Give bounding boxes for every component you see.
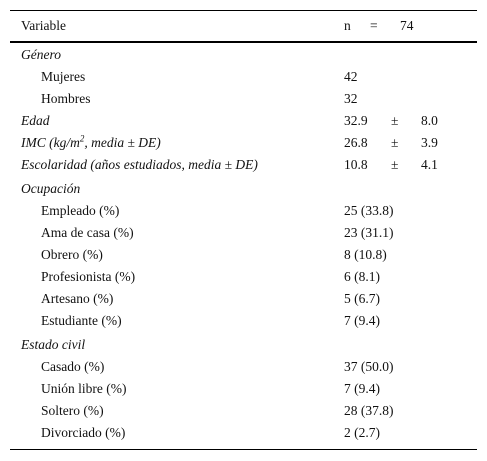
row-label: Estado civil bbox=[21, 337, 86, 352]
header-eq: = bbox=[370, 18, 378, 33]
row-sd: 4.1 bbox=[421, 157, 438, 172]
header-rule bbox=[10, 41, 477, 43]
row-value: 23 (31.1) bbox=[344, 225, 394, 240]
row-pm: ± bbox=[391, 113, 399, 128]
section-header bbox=[10, 334, 477, 356]
row-label: Escolaridad (años estudiados, media ± DE) bbox=[21, 157, 258, 172]
row-label: Obrero (%) bbox=[41, 247, 103, 262]
row-label: Artesano (%) bbox=[41, 291, 114, 306]
header-total: 74 bbox=[400, 18, 414, 33]
row-label: Casado (%) bbox=[41, 359, 105, 374]
table-row bbox=[10, 400, 477, 422]
row-value: 5 (6.7) bbox=[344, 291, 380, 306]
row-label: Profesionista (%) bbox=[41, 269, 136, 284]
table-row bbox=[10, 200, 477, 222]
row-label bbox=[21, 132, 161, 154]
row-value: 25 (33.8) bbox=[344, 203, 394, 218]
row-mean: 32.9 bbox=[344, 113, 368, 128]
row-label-post: , media ± DE) bbox=[84, 135, 161, 150]
row-label: Empleado (%) bbox=[41, 203, 120, 218]
section-header bbox=[10, 44, 477, 66]
row-label: Edad bbox=[21, 113, 50, 128]
table-row bbox=[10, 356, 477, 378]
row-value: 42 bbox=[344, 69, 358, 84]
section-header bbox=[10, 178, 477, 200]
row-value: 6 (8.1) bbox=[344, 269, 380, 284]
row-value: 2 (2.7) bbox=[344, 425, 380, 440]
row-sd: 8.0 bbox=[421, 113, 438, 128]
table-row bbox=[10, 422, 477, 444]
bottom-rule bbox=[10, 449, 477, 450]
row-value: 7 (9.4) bbox=[344, 313, 380, 328]
row-label: Soltero (%) bbox=[41, 403, 104, 418]
row-label-pre: IMC (kg/m bbox=[21, 135, 80, 150]
row-label: Hombres bbox=[41, 91, 91, 106]
row-label: Mujeres bbox=[41, 69, 86, 84]
table-row bbox=[10, 222, 477, 244]
row-value: 7 (9.4) bbox=[344, 381, 380, 396]
row-label: Ama de casa (%) bbox=[41, 225, 134, 240]
table-row bbox=[10, 110, 477, 132]
table-row bbox=[10, 154, 477, 176]
row-label: Género bbox=[21, 47, 61, 62]
row-label: Unión libre (%) bbox=[41, 381, 127, 396]
row-label-sup: 2 bbox=[79, 133, 85, 144]
row-pm: ± bbox=[391, 157, 399, 172]
table-row bbox=[10, 378, 477, 400]
row-pm: ± bbox=[391, 135, 399, 150]
row-value: 8 (10.8) bbox=[344, 247, 387, 262]
table-row bbox=[10, 66, 477, 88]
row-value: 37 (50.0) bbox=[344, 359, 394, 374]
header-variable: Variable bbox=[21, 18, 66, 33]
top-rule bbox=[10, 10, 477, 11]
row-value: 28 (37.8) bbox=[344, 403, 394, 418]
table-row bbox=[10, 88, 477, 110]
table-row bbox=[10, 266, 477, 288]
row-label: Divorciado (%) bbox=[41, 425, 126, 440]
row-mean: 10.8 bbox=[344, 157, 368, 172]
table-row bbox=[10, 310, 477, 332]
table-row bbox=[10, 244, 477, 266]
table-header bbox=[10, 15, 477, 37]
table-row bbox=[10, 288, 477, 310]
row-mean: 26.8 bbox=[344, 135, 368, 150]
row-label: Estudiante (%) bbox=[41, 313, 122, 328]
header-n: n bbox=[344, 18, 351, 33]
row-label: Ocupación bbox=[21, 181, 81, 196]
row-sd: 3.9 bbox=[421, 135, 438, 150]
table-row bbox=[10, 132, 477, 154]
row-value: 32 bbox=[344, 91, 358, 106]
